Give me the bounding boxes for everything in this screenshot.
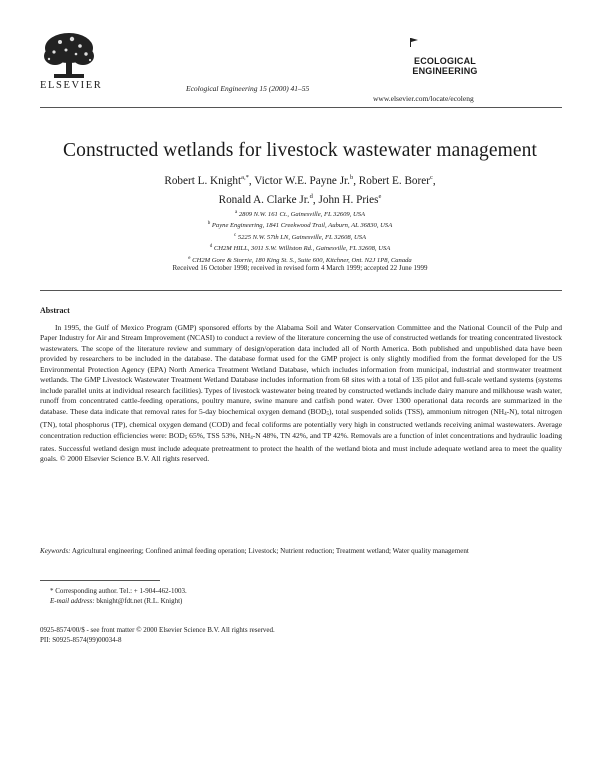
affiliation-mark: b bbox=[207, 221, 211, 227]
keywords-text: Agricultural engineering; Confined animal feeding operation; Livestock; Nutrient reduction; Treatment wetland; Water quality management bbox=[70, 547, 469, 555]
keywords-label: Keywords: bbox=[40, 547, 71, 555]
elsevier-tree-icon bbox=[40, 30, 98, 80]
affiliation-mark: c bbox=[233, 232, 237, 238]
publisher-name: ELSEVIER bbox=[40, 80, 103, 91]
affiliation-text: 2809 N.W. 161 Ct., Gainesville, FL 32609, USA bbox=[238, 211, 366, 218]
abstract-text: ), total suspended solids (TSS), ammonium nitrogen (NH bbox=[328, 406, 505, 416]
subscript: 4 bbox=[504, 411, 507, 417]
affiliation-item bbox=[0, 242, 600, 253]
affiliation-text: Payne Engineering, 1841 Creekwood Trail, Auburn, AL 36830, USA bbox=[211, 222, 393, 230]
author-separator: , bbox=[312, 194, 319, 206]
affiliation-mark: d bbox=[209, 244, 213, 250]
affiliation-mark: e bbox=[188, 255, 191, 261]
author-name: John H. Pries bbox=[318, 194, 379, 206]
footnote-divider bbox=[40, 580, 160, 581]
abstract-text: -N), total nitrogen (TN), total phosphorus (TP), chemical oxygen demand (COD) and fecal coliforms are potentially very high in constructed wetlands receiving animal wastewaters. Average concentration reduction efficiencies were: BOD bbox=[40, 406, 562, 440]
author-separator: , bbox=[248, 175, 255, 187]
journal-flag-icon bbox=[410, 38, 418, 47]
subscript: 4 bbox=[250, 435, 253, 441]
affiliation-mark: a bbox=[234, 210, 238, 215]
author-separator: , bbox=[353, 175, 359, 187]
author-separator: , bbox=[432, 175, 436, 187]
abstract-body bbox=[40, 323, 562, 465]
abstract-heading: Abstract bbox=[40, 306, 70, 315]
elsevier-logo bbox=[40, 30, 103, 92]
author-name: Robert E. Borer bbox=[358, 175, 430, 187]
abstract-text: 65%, TSS 53%, NH bbox=[187, 430, 251, 440]
abstract-divider bbox=[40, 290, 562, 291]
author-name: Victor W.E. Payne Jr. bbox=[254, 175, 350, 187]
author-mark: d bbox=[309, 193, 313, 200]
author-name: Ronald A. Clarke Jr. bbox=[218, 194, 310, 206]
author-mark: c bbox=[429, 174, 433, 181]
corresponding-author-note: * Corresponding author. Tel.: + 1-904-462-1003. bbox=[50, 587, 187, 595]
affiliation-item bbox=[0, 231, 600, 242]
email-link[interactable]: bknight@fdt.net (R.L. Knight) bbox=[94, 597, 183, 605]
subscript: 5 bbox=[184, 435, 188, 441]
copyright-line: 0925-8574/00/$ - see front matter © 2000 Elsevier Science B.V. All rights reserved. bbox=[40, 626, 275, 634]
email-note bbox=[40, 596, 187, 606]
affiliation-text: CH2M HILL, 3011 S.W. Williston Rd., Gainesville, FL 32608, USA bbox=[213, 245, 391, 253]
author-mark: a,* bbox=[241, 174, 249, 181]
author-name: Robert L. Knight bbox=[164, 175, 242, 187]
footnotes bbox=[40, 586, 187, 606]
affiliation-item bbox=[0, 219, 600, 230]
affiliation-text: CH2M Gore & Storrie, 180 King St. S., Suite 600, Kitchner, Ont. N2J 1P8, Canada bbox=[192, 256, 412, 264]
journal-brand-line2: ENGINEERING bbox=[412, 66, 478, 76]
header-divider bbox=[40, 107, 562, 108]
affiliation-list bbox=[0, 208, 600, 265]
copyright-block bbox=[40, 625, 275, 645]
author-list bbox=[0, 170, 600, 208]
email-label: E-mail address: bbox=[50, 597, 95, 605]
journal-brand bbox=[400, 56, 490, 76]
journal-reference: Ecological Engineering 15 (2000) 41–55 bbox=[186, 84, 310, 93]
abstract-text: In 1995, the Gulf of Mexico Program (GMP) sponsored efforts by the Alabama Soil and Water Conservation Committee and the National Council of the Pulp and Paper Industry for Air and Stream Improvement (NCASI) to conduct a review of the literature concerning the use of constructed wetlands for treating concentrated livestock wastewaters. The scope of the literature review and summary of design/operation data included all of North America. Both published and unpublished data have been provided by researchers to be included in the database. The database format used for the GMP project is only slightly modified from the format developed for the US Environmental Protection Agency (EPA) North America Treatment Wetland Database, which includes information from municipal, industrial and stormwater treatment wetlands. The GMP Livestock Wastewater Treatment Wetland Database includes information from 68 sites with a total of 135 pilot and full-scale wetland systems (systems include parallel units at individual research facilities). Types of livestock wastewater being treated by constructed wetlands include dairy manure and milkhouse wash water, runoff from concentrated cattle-feeding operations, poultry manure, swine manure and catfish pond water. Over 1300 operational data records are summarized in the database. These data indicate that removal rates for 5-day biochemical oxygen demand (BOD bbox=[40, 323, 562, 416]
received-dates: Received 16 October 1998; received in revised form 4 March 1999; accepted 22 June 1999 bbox=[172, 264, 428, 272]
affiliation-item bbox=[0, 208, 600, 219]
author-mark: b bbox=[349, 174, 354, 181]
journal-url-link[interactable]: www.elsevier.com/locate/ecoleng bbox=[373, 94, 474, 103]
abstract-text: -N 48%, TN 42%, and TP 42%. Removals are a function of inlet concentrations and hydraulic loading rates. Successful wetland design must include adequate pretreatment to protect the health of the wetland biota and must include adequate wetland area to meet the quality goals. © 2000 Elsevier Science B.V. All rights reserved. bbox=[40, 430, 562, 464]
pii-line: PII: S0925-8574(99)00034-8 bbox=[40, 636, 122, 644]
keywords bbox=[40, 546, 562, 557]
article-title: Constructed wetlands for livestock wastewater management bbox=[63, 140, 537, 161]
subscript: 5 bbox=[326, 411, 329, 417]
author-mark: e bbox=[378, 193, 382, 200]
affiliation-text: 5225 N.W. 57th LN, Gainesville, FL 32608, USA bbox=[237, 233, 367, 241]
journal-brand-line1: ECOLOGICAL bbox=[414, 56, 476, 66]
